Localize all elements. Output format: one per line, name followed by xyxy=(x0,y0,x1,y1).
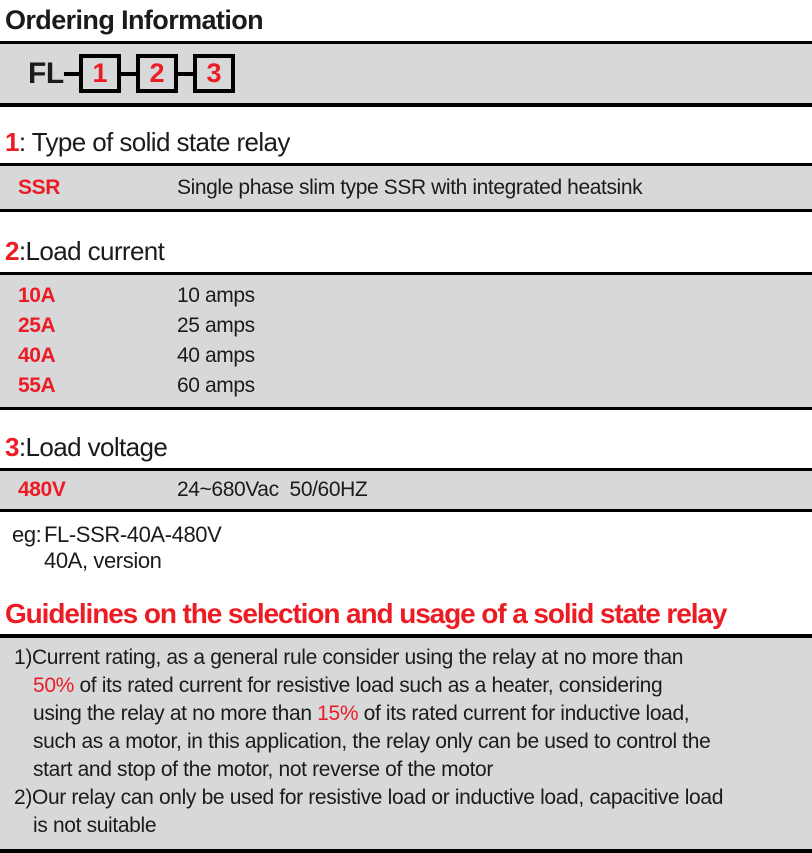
diagram-box-2-number: 2 xyxy=(149,58,165,88)
example-note: 40A, version xyxy=(44,548,162,573)
option-description: 40 amps xyxy=(177,344,255,367)
diagram-box-1-number: 1 xyxy=(92,58,108,88)
option-description: 60 amps xyxy=(177,374,255,397)
section-1-separator: : xyxy=(18,127,32,157)
guideline-item xyxy=(14,644,802,784)
guideline-line xyxy=(14,812,802,840)
guideline-item xyxy=(14,784,802,840)
guideline-text: 2)Our relay can only be used for resistive load or inductive load, capacitive load xyxy=(14,786,724,809)
option-code: SSR xyxy=(18,175,60,199)
section-3-heading xyxy=(0,432,812,463)
connector-line xyxy=(64,72,79,76)
section-2-separator: : xyxy=(18,236,26,266)
connector-line xyxy=(121,72,136,76)
connector-line xyxy=(178,72,193,76)
guideline-text: using the relay at no more than xyxy=(33,702,318,725)
table-row xyxy=(0,371,812,401)
table-row xyxy=(0,281,812,311)
guideline-line xyxy=(14,672,802,700)
divider-line xyxy=(0,509,812,512)
section-1-number: 1 xyxy=(5,127,19,157)
diagram-box-3-number: 3 xyxy=(206,58,222,88)
guidelines-list xyxy=(0,638,812,849)
option-description: 25 amps xyxy=(177,314,255,337)
section-load-current xyxy=(0,236,812,410)
table-row xyxy=(0,341,812,371)
page-title: Ordering Information xyxy=(5,5,264,35)
guideline-text: 1)Current rating, as a general rule consider using the relay at no more than xyxy=(14,646,684,669)
guideline-line xyxy=(14,756,802,784)
example-label: eg: xyxy=(12,522,42,547)
ordering-example xyxy=(0,522,812,574)
guidelines-title: Guidelines on the selection and usage of a solid state relay xyxy=(5,598,727,629)
option-code: 10A xyxy=(18,284,56,307)
option-code: 40A xyxy=(18,344,56,367)
section-1-heading xyxy=(0,127,812,158)
guideline-line xyxy=(14,700,802,728)
guideline-line xyxy=(14,784,802,812)
section-3-title: Load voltage xyxy=(25,432,168,462)
section-type xyxy=(0,127,812,212)
section-1-title: Type of solid state relay xyxy=(31,127,290,157)
highlighted-percentage: 15% xyxy=(317,702,359,725)
table-row xyxy=(0,311,812,341)
option-description: 24~680Vac 50/60HZ xyxy=(177,478,368,501)
guideline-text: of its rated current for inductive load, xyxy=(358,702,690,725)
diagram-box-1 xyxy=(79,54,121,93)
highlighted-percentage: 50% xyxy=(33,674,74,697)
table-row xyxy=(0,166,812,209)
section-3-number: 3 xyxy=(5,432,19,462)
guideline-text: start and stop of the motor, not reverse of the motor xyxy=(33,758,494,781)
guideline-line xyxy=(14,728,802,756)
diagram-box-2 xyxy=(136,54,178,93)
diagram-box-3 xyxy=(193,54,235,93)
divider-line xyxy=(0,849,812,853)
example-code: FL-SSR-40A-480V xyxy=(44,522,222,547)
guideline-line xyxy=(14,644,802,672)
order-code-diagram xyxy=(0,44,812,103)
guideline-text: such as a motor, in this application, the relay only can be used to control the xyxy=(33,730,711,753)
section-3-separator: : xyxy=(18,432,26,462)
section-load-voltage xyxy=(0,432,812,512)
option-description: 10 amps xyxy=(177,284,255,307)
diagram-prefix: FL xyxy=(28,56,64,90)
section-2-title: Load current xyxy=(25,236,165,266)
guideline-text: is not suitable xyxy=(33,814,157,837)
option-code: 480V xyxy=(18,478,66,501)
option-code: 25A xyxy=(18,314,56,337)
section-2-heading xyxy=(0,236,812,267)
table-row xyxy=(0,471,812,509)
option-description: Single phase slim type SSR with integrated heatsink xyxy=(177,175,643,199)
option-code: 55A xyxy=(18,374,56,397)
section-2-number: 2 xyxy=(5,236,19,266)
guideline-text: of its rated current for resistive load such as a heater, considering xyxy=(73,674,663,697)
